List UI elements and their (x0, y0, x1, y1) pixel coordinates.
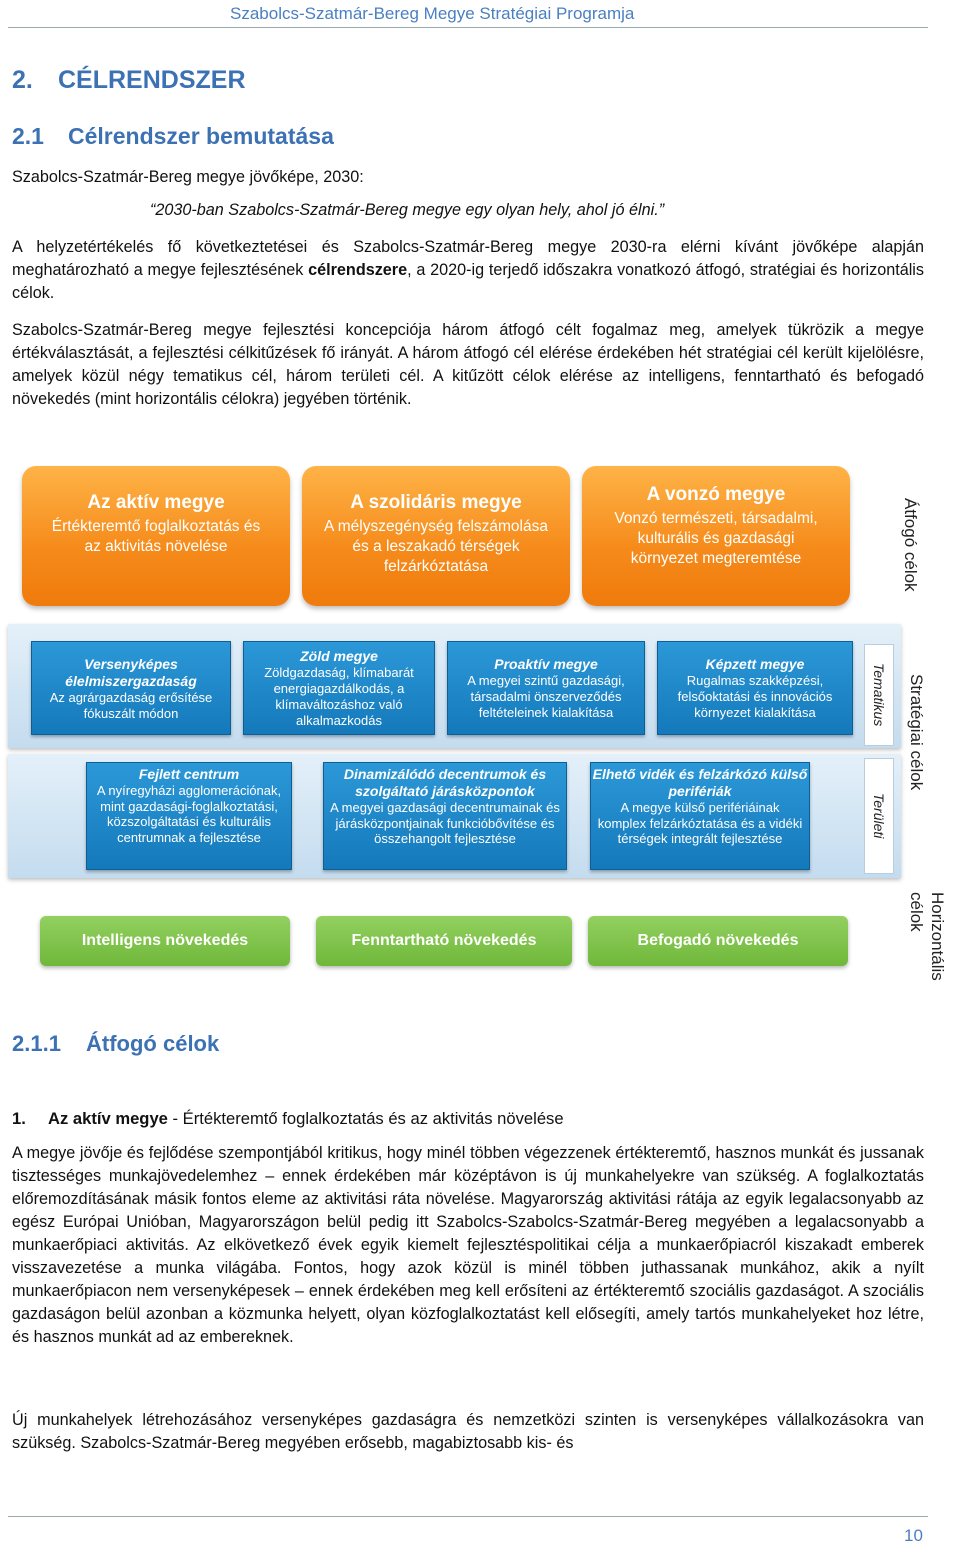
thematic-goal-1-text: Az agrárgazdaság erősítése fókuszált módon (49, 690, 213, 721)
territorial-goal-3 (590, 762, 810, 870)
territorial-goal-3-text: A megye külső perifériáinak komplex felzárkóztatása és a vidéki térségek integrált fejlesztése (597, 800, 803, 846)
overarching-goal-1-text: Értékteremtő foglalkoztatás és az aktivitás növelése (51, 518, 261, 555)
overarching-goal-1-title: Az aktív megye (87, 492, 225, 513)
territorial-goal-3-title: Elhető vidék és felzárkózó külső perifériák (592, 766, 808, 799)
territorial-goal-2-text: A megyei gazdasági decentrumainak és járásközpontjainak funkcióbővítése és összehangolt fejlesztése (330, 800, 560, 846)
header-divider (8, 27, 928, 28)
overarching-goal-2 (302, 466, 570, 606)
paragraph-goal-system-part1: A helyzetértékelés fő következtetései és Szabolcs-Szatmár-Bereg megye 2030-ra elérni kívánt jövőképe alapján meghatározható a megye fejlesztésének (12, 238, 924, 279)
paragraph-new-jobs: Új munkahelyek létrehozásához versenyképes gazdaságra és nemzetközi szinten is versenyképes vállalkozásokra van szükség. Szabolcs-Szatmár-Bereg megyében erősebb, magabiztosabb kis- és (12, 1411, 924, 1452)
thematic-goal-3-title: Proaktív megye (494, 656, 598, 672)
overarching-goal-3-text: Vonzó természeti, társadalmi, kulturális és gazdasági környezet megteremtése (614, 510, 818, 567)
horizontal-goal-2: Fenntartható növekedés (316, 916, 572, 966)
overarching-goal-1 (22, 466, 290, 606)
thematic-goal-1-title: Versenyképes élelmiszergazdaság (65, 656, 197, 689)
goal-system-diagram (0, 452, 960, 1012)
overarching-goal-3 (582, 466, 850, 606)
thematic-tag (864, 644, 894, 746)
running-header: Szabolcs-Szatmár-Bereg Megye Stratégiai Programja (230, 4, 635, 23)
paragraph-goal-system (12, 236, 924, 305)
goal-1-subtitle: - Értékteremtő foglalkoztatás és az aktivitás növelése (167, 1109, 564, 1128)
territorial-tag-text: Területi (871, 793, 887, 839)
paragraph-active-county: A megye jövője és fejlődése szempontjából kritikus, hogy minél többen végezzenek értékteremtő, hasznos munkát és jussanak tisztességes munkajövedelemhez – ennek érdekében már középtávon is új munkahelyekre van szükség. A foglalkoztatás előremozdításának másik fontos eleme az aktivitási ráta növelése. Magyarország aktivitási rátája az egyik legalacsonyabb az egész Európai Unióban, Magyarországon belül pedig itt Szabolcs-Szabolcs-Szatmár-Bereg megyében a legalacsonyabb a munkaerőpiaci aktivitás. Az elkövetkező évek egyik kiemelt fejlesztéspolitikai célja a munkaerőpiacról kiszakadt emberek visszavezetése a munka világába. Fontos, hogy azok közül is minél többen juthassanak munkához, akik a nyílt munkaerőpiacon nem versenyképesek – ennek érdekében meg kell erősíteni az értékteremtő szociális gazdaságot. A szociális gazdaságon belül azonban a közmunka helyett, olyan közfoglalkoztatást kell elősegíti, amely tartós munkahelyeket hoz létre, és hasznos munkát ad az embereknek. (12, 1144, 924, 1346)
thematic-goal-4 (657, 641, 853, 735)
thematic-tag-text: Tematikus (871, 663, 887, 727)
strategic-goals-label: Stratégiai célok (907, 674, 926, 791)
overarching-goal-3-title: A vonzó megye (646, 484, 786, 505)
goal-1-heading (12, 1107, 924, 1130)
horizontal-goals-label: Horizontális célok (907, 892, 947, 981)
paragraph-goal-system-part2: , a 2020-ig terjedő időszakra vonatkozó átfogó, stratégiai és horizontális célok. (12, 261, 924, 302)
horizontal-goal-1: Intelligens növekedés (40, 916, 290, 966)
horizontal-goal-3: Befogadó növekedés (588, 916, 848, 966)
section-title: Célrendszer bemutatása (68, 123, 334, 149)
goal-1-title: Az aktív megye (48, 1109, 168, 1128)
thematic-goal-2-text: Zöldgazdaság, klímabarát energiagazdálkodás, a klímaváltozáshoz való alkalmazkodás (264, 665, 414, 728)
chapter-number: 2. (12, 66, 33, 94)
territorial-goal-1 (86, 762, 292, 870)
chapter-heading (12, 66, 246, 95)
overarching-goals-label: Átfogó célok (901, 498, 920, 592)
territorial-tag (864, 758, 894, 874)
thematic-goal-4-text: Rugalmas szakképzési, felsőoktatási és innovációs környezet kialakítása (677, 673, 833, 720)
subsection-heading (12, 1031, 219, 1057)
territorial-goal-1-title: Fejlett centrum (138, 766, 240, 782)
thematic-goal-2-title: Zöld megye (300, 648, 378, 664)
paragraph-concept: Szabolcs-Szatmár-Bereg megye fejlesztési koncepciója három átfogó célt fogalmaz meg, amelyek tükrözik a megye értékválasztását, a fejlesztési célkitűzések fő irányát. A három átfogó cél elérése érdekében hét stratégiai cél került kijelölésre, amelyek közül négy tematikus cél, három területi cél. A kitűzött célok elérése az intelligens, fenntartható és befogadó növekedés (mint horizontális célokra) jegyében történik. (12, 321, 924, 408)
page-number: 10 (904, 1526, 923, 1545)
subsection-title: Átfogó célok (86, 1031, 220, 1056)
territorial-goal-2 (323, 762, 567, 870)
territorial-goal-1-text: A nyíregyházi agglomerációnak, mint gazdasági-foglalkoztatási, közszolgáltatási és kulturális centrumnak a fejlesztése (96, 783, 282, 845)
overarching-goal-2-text: A mélyszegénység felszámolása és a leszakadó térségek felzárkóztatása (323, 518, 548, 575)
subsection-number: 2.1.1 (12, 1031, 61, 1056)
thematic-goal-2 (243, 641, 435, 735)
section-number: 2.1 (12, 123, 44, 149)
chapter-title: CÉLRENDSZER (58, 66, 246, 94)
intro-line: Szabolcs-Szatmár-Bereg megye jövőképe, 2030: (12, 168, 364, 186)
thematic-goal-4-title: Képzett megye (705, 656, 805, 672)
thematic-goal-1 (31, 641, 231, 735)
territorial-goal-2-title: Dinamizálódó decentrumok és szolgáltató járásközpontok (343, 766, 547, 799)
goal-1-number: 1. (12, 1109, 26, 1128)
thematic-goal-3-text: A megyei szintű gazdasági, társadalmi önszerveződés feltételeinek kialakítása (467, 673, 625, 720)
section-heading (12, 123, 334, 150)
vision-quote: “2030-ban Szabolcs-Szatmár-Bereg megye egy olyan hely, ahol jó élni.” (150, 201, 665, 219)
footer-divider (8, 1516, 928, 1517)
paragraph-goal-system-bold: célrendszere (308, 261, 408, 279)
overarching-goal-2-title: A szolidáris megye (350, 492, 522, 513)
thematic-goal-3 (447, 641, 645, 735)
